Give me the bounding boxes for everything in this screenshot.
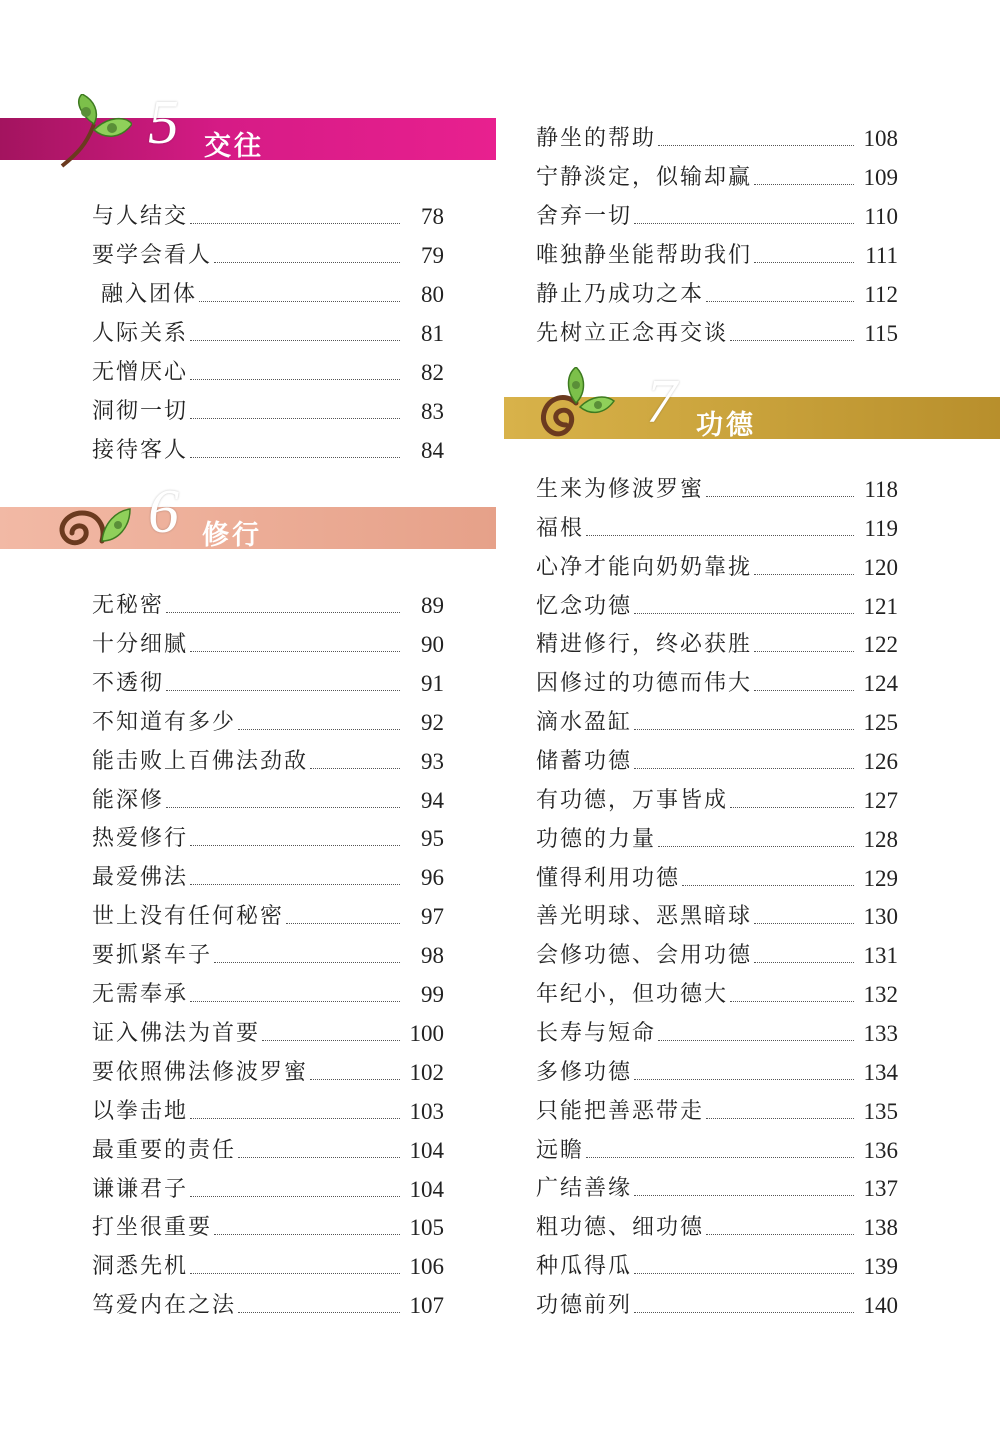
toc-entry[interactable] (92, 436, 444, 466)
dot-leader (754, 651, 854, 652)
page-number: 115 (864, 321, 898, 346)
toc-entry[interactable] (92, 1058, 444, 1088)
toc-entry[interactable] (536, 980, 898, 1010)
toc-entry[interactable] (536, 592, 898, 622)
toc-entry[interactable] (92, 1213, 444, 1243)
entry-title: 因修过的功德而伟大 (536, 671, 753, 697)
toc-entry[interactable] (92, 747, 444, 777)
page-number: 139 (863, 1254, 898, 1280)
page-number: 121 (863, 593, 898, 619)
page-number: 140 (863, 1293, 898, 1319)
entry-title: 无需奉承 (92, 982, 189, 1007)
page-number: 83 (421, 399, 444, 424)
page-number: 82 (421, 360, 444, 385)
dot-leader (190, 845, 400, 846)
section-number: 5 (148, 89, 179, 157)
entry-title: 能击败上百佛法劲敌 (92, 748, 309, 774)
dot-leader (754, 962, 854, 963)
entry-title: 无秘密 (92, 593, 165, 618)
toc-entry[interactable] (92, 902, 444, 932)
dot-leader (214, 962, 400, 963)
dot-leader (190, 340, 400, 341)
toc-entry[interactable] (536, 475, 898, 505)
toc-entry[interactable] (92, 1097, 444, 1127)
page-number: 112 (864, 282, 898, 307)
page-number: 99 (421, 982, 444, 1007)
toc-entry[interactable] (536, 747, 898, 777)
toc-entry[interactable] (92, 669, 444, 699)
page-number: 98 (421, 943, 444, 969)
entry-title: 储蓄功德 (536, 749, 633, 775)
entry-title: 静止乃成功之本 (536, 282, 705, 307)
toc-entry[interactable] (536, 1291, 898, 1321)
entry-title: 只能把善恶带走 (536, 1098, 705, 1124)
toc-entry[interactable] (536, 864, 898, 894)
toc-entry[interactable] (92, 1252, 444, 1282)
dot-leader (706, 496, 854, 497)
page-number: 124 (863, 671, 898, 697)
toc-entry[interactable] (536, 630, 898, 660)
dot-leader (199, 301, 400, 302)
page-number: 138 (863, 1215, 898, 1241)
toc-entry[interactable] (92, 280, 444, 310)
toc-entry[interactable] (92, 397, 444, 427)
section-title: 功德 (696, 410, 756, 441)
toc-entry[interactable] (92, 241, 444, 271)
page-number: 93 (421, 748, 444, 774)
dot-leader (634, 1079, 854, 1080)
dot-leader (754, 262, 854, 263)
page-number: 122 (863, 632, 898, 658)
dot-leader (262, 1040, 400, 1041)
toc-entry[interactable] (536, 669, 898, 699)
dot-leader (634, 1273, 854, 1274)
entry-title: 生来为修波罗蜜 (536, 477, 705, 502)
page-number: 133 (863, 1021, 898, 1047)
dot-leader (190, 457, 400, 458)
toc-entry[interactable] (536, 1174, 898, 1204)
entry-title: 种瓜得瓜 (536, 1254, 633, 1280)
dot-leader (634, 613, 854, 614)
page-number: 102 (409, 1059, 444, 1085)
dot-leader (190, 223, 400, 224)
entry-title: 心净才能向奶奶靠拢 (536, 554, 753, 580)
toc-entry[interactable] (536, 202, 898, 232)
entry-title: 要依照佛法修波罗蜜 (92, 1059, 309, 1085)
toc-entry[interactable] (536, 825, 898, 855)
page-number: 119 (864, 515, 898, 541)
page-number: 81 (421, 321, 444, 346)
toc-entry[interactable] (92, 630, 444, 660)
page-number: 137 (863, 1176, 898, 1202)
section-6-banner (0, 478, 496, 551)
dot-leader (754, 690, 854, 691)
toc-entry[interactable] (92, 591, 444, 621)
toc-entry[interactable] (536, 1213, 898, 1243)
toc-entry[interactable] (92, 1175, 444, 1205)
page-number: 107 (409, 1293, 444, 1319)
dot-leader (190, 884, 400, 885)
entry-title: 人际关系 (92, 321, 189, 346)
dot-leader (166, 690, 400, 691)
entry-title: 证入佛法为首要 (92, 1020, 261, 1046)
dot-leader (310, 768, 400, 769)
page-number: 89 (421, 593, 444, 618)
page-number: 131 (863, 943, 898, 969)
dot-leader (310, 1079, 400, 1080)
dot-leader (586, 1157, 854, 1158)
entry-title: 会修功德、会用功德 (536, 943, 753, 969)
dot-leader (238, 729, 400, 730)
dot-leader (682, 885, 854, 886)
entry-title: 宁静淡定，似输却赢 (536, 165, 753, 190)
toc-entry[interactable] (536, 1136, 898, 1166)
entry-title: 先树立正念再交谈 (536, 321, 729, 346)
page-number: 130 (863, 904, 898, 930)
entry-title: 最爱佛法 (92, 865, 189, 891)
dot-leader (190, 1196, 400, 1197)
dot-leader (730, 807, 854, 808)
page-number: 134 (863, 1059, 898, 1085)
entry-title: 长寿与短命 (536, 1021, 657, 1047)
page-number: 96 (421, 865, 444, 891)
toc-entry[interactable] (92, 708, 444, 738)
dot-leader (190, 651, 400, 652)
dot-leader (214, 1234, 400, 1235)
dot-leader (586, 535, 854, 536)
page-number: 78 (421, 204, 444, 229)
entry-title: 唯独静坐能帮助我们 (536, 243, 753, 268)
dot-leader (190, 1273, 400, 1274)
page-number: 105 (409, 1215, 444, 1241)
toc-entry[interactable] (536, 1252, 898, 1282)
entry-title: 多修功德 (536, 1059, 633, 1085)
page-number: 109 (863, 165, 898, 190)
entry-title: 粗功德、细功德 (536, 1215, 705, 1241)
dot-leader (286, 923, 400, 924)
toc-entry[interactable] (536, 902, 898, 932)
toc-entry[interactable] (92, 1136, 444, 1166)
entry-title: 洞彻一切 (92, 399, 189, 424)
page-number: 120 (863, 554, 898, 580)
section-title: 交往 (204, 131, 264, 162)
page-number: 128 (863, 826, 898, 852)
toc-entry[interactable] (536, 1019, 898, 1049)
page-number: 103 (409, 1098, 444, 1124)
page-number: 80 (421, 282, 444, 307)
entry-title: 无憎厌心 (92, 360, 189, 385)
entry-title: 谦谦君子 (92, 1176, 189, 1202)
entry-title: 滴水盈缸 (536, 710, 633, 736)
entry-title: 十分细腻 (92, 631, 189, 657)
section-5-banner (0, 89, 496, 162)
toc-entry[interactable] (92, 980, 444, 1010)
entry-title: 善光明球、恶黑暗球 (536, 904, 753, 930)
entry-title: 静坐的帮助 (536, 126, 657, 151)
dot-leader (166, 612, 400, 613)
page-number: 136 (863, 1137, 898, 1163)
dot-leader (706, 301, 854, 302)
page-number: 126 (863, 749, 898, 775)
spiral-leaf-icon (44, 493, 134, 563)
toc-entry[interactable] (92, 941, 444, 971)
page-number: 108 (863, 126, 898, 151)
dot-leader (658, 846, 854, 847)
page-number: 111 (865, 243, 898, 268)
dot-leader (190, 1118, 400, 1119)
page-number: 104 (409, 1137, 444, 1163)
page-number: 135 (863, 1098, 898, 1124)
entry-title: 笃爱内在之法 (92, 1293, 237, 1319)
dot-leader (634, 1312, 854, 1313)
toc-entry[interactable] (92, 202, 444, 232)
toc-entry[interactable] (536, 1097, 898, 1127)
page-number: 104 (409, 1176, 444, 1202)
dot-leader (706, 1234, 854, 1235)
dot-leader (238, 1312, 400, 1313)
dot-leader (166, 807, 400, 808)
toc-entry[interactable] (92, 824, 444, 854)
dot-leader (190, 379, 400, 380)
dot-leader (730, 340, 854, 341)
entry-title: 能深修 (92, 787, 165, 813)
entry-title: 年纪小，但功德大 (536, 982, 729, 1008)
toc-entry[interactable] (92, 1019, 444, 1049)
entry-title: 精进修行，终必获胜 (536, 632, 753, 658)
entry-title: 不透彻 (92, 670, 165, 696)
dot-leader (754, 184, 854, 185)
spiral-leaf-icon (536, 367, 616, 447)
entry-title: 以拳击地 (92, 1098, 189, 1124)
dot-leader (754, 923, 854, 924)
toc-entry[interactable] (536, 553, 898, 583)
leaf-sprout-icon (52, 94, 132, 174)
page-number: 92 (421, 709, 444, 735)
entry-title: 最重要的责任 (92, 1137, 237, 1163)
page-number: 127 (863, 787, 898, 813)
entry-title: 有功德，万事皆成 (536, 787, 729, 813)
entry-title: 洞悉先机 (92, 1254, 189, 1280)
page-number: 106 (409, 1254, 444, 1280)
dot-leader (190, 1001, 400, 1002)
dot-leader (214, 262, 400, 263)
page-number: 118 (864, 477, 898, 502)
page-number: 100 (409, 1020, 444, 1046)
entry-title: 融入团体 (92, 282, 197, 307)
toc-entry[interactable] (536, 1058, 898, 1088)
dot-leader (658, 145, 854, 146)
page-number: 129 (863, 865, 898, 891)
entry-title: 功德前列 (536, 1293, 633, 1319)
section-number: 7 (646, 368, 677, 436)
dot-leader (238, 1157, 400, 1158)
dot-leader (634, 768, 854, 769)
dot-leader (754, 574, 854, 575)
toc-entry[interactable] (536, 319, 898, 349)
toc-entry[interactable] (92, 358, 444, 388)
page-number: 110 (864, 204, 898, 229)
toc-entry[interactable] (92, 863, 444, 893)
entry-title: 忆念功德 (536, 593, 633, 619)
page-number: 132 (863, 982, 898, 1008)
entry-title: 远瞻 (536, 1137, 585, 1163)
dot-leader (634, 729, 854, 730)
dot-leader (190, 418, 400, 419)
toc-entry[interactable] (536, 708, 898, 738)
page-number: 84 (421, 438, 444, 463)
dot-leader (658, 1040, 854, 1041)
toc-entry[interactable] (92, 786, 444, 816)
entry-title: 热爱修行 (92, 826, 189, 852)
page-number: 79 (421, 243, 444, 268)
entry-title: 与人结交 (92, 204, 189, 229)
page-number: 97 (421, 904, 444, 930)
dot-leader (634, 223, 854, 224)
entry-title: 要学会看人 (92, 243, 213, 268)
toc-entry[interactable] (536, 280, 898, 310)
section-title: 修行 (202, 520, 262, 551)
entry-title: 世上没有任何秘密 (92, 904, 285, 930)
entry-title: 懂得利用功德 (536, 865, 681, 891)
dot-leader (634, 1195, 854, 1196)
toc-entry[interactable] (536, 786, 898, 816)
page-number: 94 (421, 787, 444, 813)
entry-title: 接待客人 (92, 438, 189, 463)
toc-entry[interactable] (536, 941, 898, 971)
entry-title: 福根 (536, 515, 585, 541)
entry-title: 要抓紧车子 (92, 943, 213, 969)
entry-title: 不知道有多少 (92, 709, 237, 735)
entry-title: 广结善缘 (536, 1176, 633, 1202)
entry-title: 打坐很重要 (92, 1215, 213, 1241)
dot-leader (706, 1118, 854, 1119)
toc-entry[interactable] (536, 514, 898, 544)
toc-entry[interactable] (536, 124, 898, 154)
page-number: 90 (421, 631, 444, 657)
page-number: 95 (421, 826, 444, 852)
page-number: 91 (421, 670, 444, 696)
page-number: 125 (863, 710, 898, 736)
dot-leader (730, 1001, 854, 1002)
entry-title: 舍弃一切 (536, 204, 633, 229)
toc-entry[interactable] (536, 163, 898, 193)
toc-entry[interactable] (92, 1291, 444, 1321)
toc-entry[interactable] (536, 241, 898, 271)
toc-entry[interactable] (92, 319, 444, 349)
section-7-banner (504, 368, 1000, 441)
entry-title: 功德的力量 (536, 826, 657, 852)
section-number: 6 (148, 478, 179, 546)
